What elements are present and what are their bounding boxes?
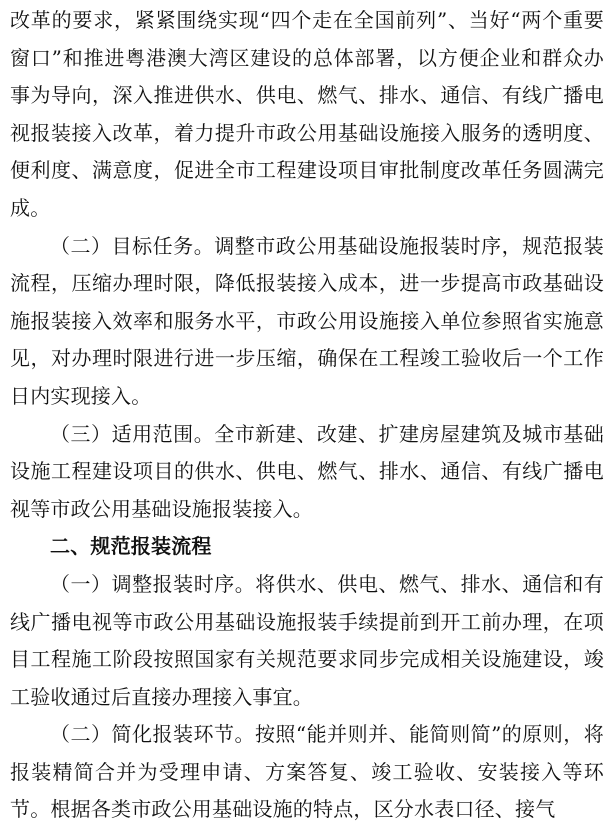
- paragraph-simplify-steps: （二）简化报装环节。按照“能并则并、能简则简”的原则，将报装精简合并为受理申请、方案答复、竣工验收、安装接入等环节。根据各类市政公用基础设施的特点，区分水表口径、接气: [10, 722, 604, 822]
- paragraph-intro-continued: 改革的要求，紧紧围绕实现“四个走在全国前列”、当好“两个重要窗口”和推进粤港澳大湾区建设的总体部署，以方便企业和群众办事为导向，深入推进供水、供电、燃气、排水、通信、有线广播电视报装接入改革，着力提升市政公用基础设施接入服务的透明度、便利度、满意度，促进全市工程建设项目审批制度改革任务圆满完成。: [10, 8, 604, 220]
- section-heading-process: 二、规范报装流程: [50, 534, 212, 559]
- paragraph-scope: （三）适用范围。全市新建、改建、扩建房屋建筑及城市基础设施工程建设项目的供水、供电、燃气、排水、通信、有线广播电视等市政公用基础设施报装接入。: [10, 421, 604, 521]
- paragraph-adjust-sequence: （一）调整报装时序。将供水、供电、燃气、排水、通信和有线广播电视等市政公用基础设施报装手续提前到开工前办理，在项目工程施工阶段按照国家有关规范要求同步完成相关设施建设，竣工验收通过后直接办理接入事宜。: [10, 571, 604, 709]
- paragraph-target-tasks: （二）目标任务。调整市政公用基础设施报装时序，规范报装流程，压缩办理时限，降低报装接入成本，进一步提高市政基础设施报装接入效率和服务水平，市政公用设施接入单位参照省实施意见，对办理时限进行进一步压缩，确保在工程竣工验收后一个工作日内实现接入。: [10, 233, 604, 408]
